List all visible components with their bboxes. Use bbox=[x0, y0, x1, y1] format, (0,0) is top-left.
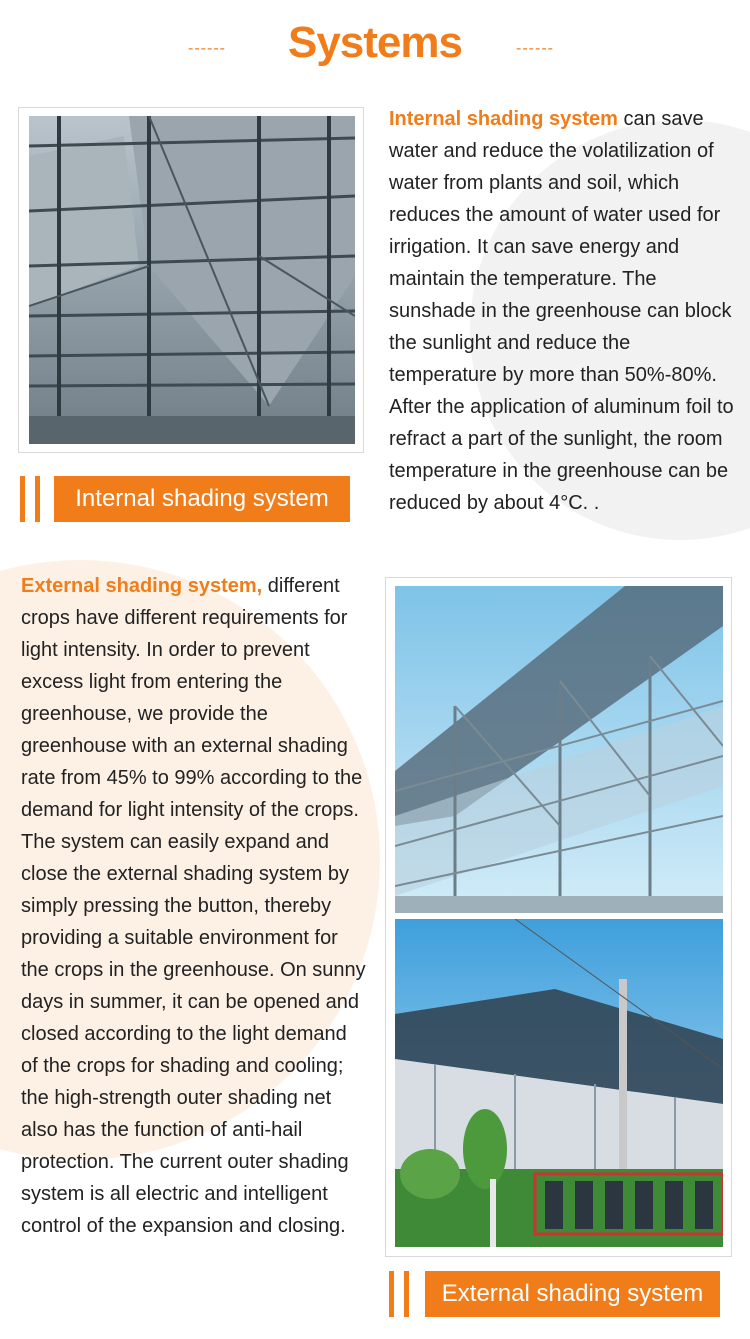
caption-bar bbox=[35, 476, 40, 522]
caption-bar bbox=[389, 1271, 394, 1317]
section-header bbox=[0, 18, 750, 78]
caption-bar bbox=[404, 1271, 409, 1317]
external-description bbox=[21, 570, 366, 1242]
internal-body: can save water and reduce the volatilization of water from plants and soil, which reduces the amount of water used for irrigation. It can save energy and maintain the temperature. The sunshade in the greenhouse can block the sunlight and reduce the temperature by more than 50%-80%. After the application of aluminum foil to refract a part of the sunlight, the room temperature in the greenhouse can be reduced by about 4°C. . bbox=[389, 108, 734, 514]
external-shading-photo-top bbox=[395, 586, 723, 913]
internal-photo-frame bbox=[18, 107, 364, 453]
page-title: Systems bbox=[287, 18, 462, 67]
external-body: different crops have different requirements for light intensity. In order to prevent excess light from entering the greenhouse, we provide the greenhouse with an external shading rate from 45% to 99% according to the demand for light intensity of the crops. The system can easily expand and close the external shading system by simply pressing the button, thereby providing a suitable environment for the crops in the greenhouse. On sunny days in summer, it can be opened and closed according to the light demand of the crops for shading and cooling; the high-strength outer shading net also has the function of anti-hail protection. The current outer shading system is all electric and intelligent control of the expansion and closing. bbox=[21, 575, 366, 1237]
internal-caption-tag bbox=[20, 476, 350, 522]
internal-shading-photo bbox=[29, 116, 355, 444]
internal-caption-label: Internal shading system bbox=[54, 476, 350, 522]
internal-description bbox=[389, 103, 734, 519]
header-dash-right: ------ bbox=[516, 40, 554, 57]
external-caption-tag bbox=[389, 1271, 720, 1317]
external-photo-frame bbox=[385, 577, 732, 1257]
header-dash-left: ------ bbox=[188, 40, 226, 57]
external-shading-photo-bottom bbox=[395, 919, 723, 1247]
internal-lead: Internal shading system bbox=[389, 108, 618, 130]
external-caption-label: External shading system bbox=[425, 1271, 720, 1317]
external-lead: External shading system, bbox=[21, 575, 263, 597]
caption-bar bbox=[20, 476, 25, 522]
